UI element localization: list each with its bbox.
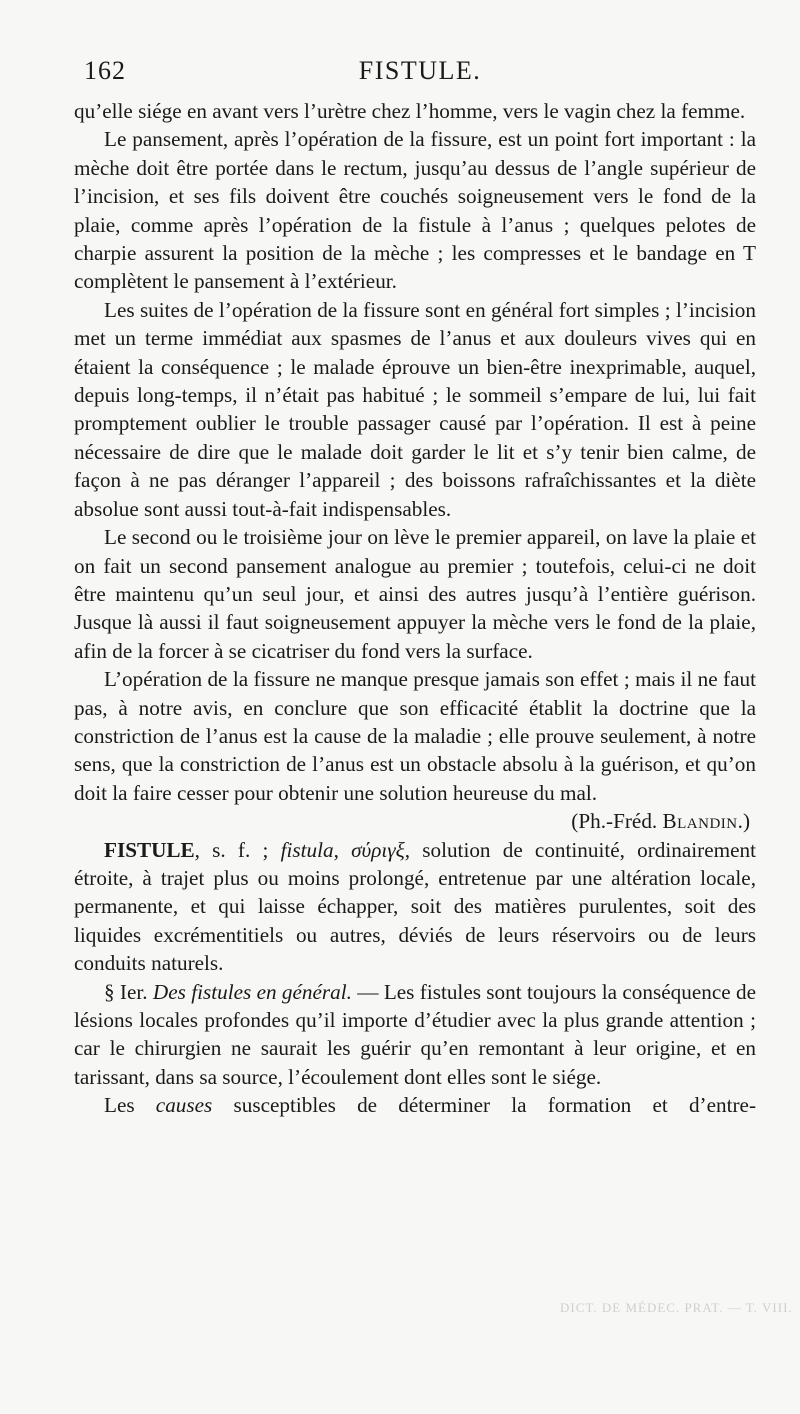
entry-grammar: , s. f. ; <box>194 837 281 862</box>
entry-greek: σύριγξ <box>351 837 405 862</box>
signature-name: Blandin <box>662 809 738 834</box>
section-title: Des fistules en général. <box>152 979 352 1004</box>
paragraph: Le pansement, après l’opération de la fissure, est un point fort important : la mèche doit être portée dans le rectum, jusqu’au dessus de l’angle supérieur de l’incision, et ses fils doivent être couchés soigneusement vers le fond de la plaie, comme après l’opération de la fistule à l’anus ; quelques pelotes de charpie assurent la position de la mèche ; les compresses et le bandage en T complètent le pansement à l’extérieur. <box>74 127 756 294</box>
section-paragraph <box>74 978 756 1092</box>
signature-open: (Ph.-Fréd. <box>571 809 663 834</box>
page-header <box>84 56 756 96</box>
bleed-through-footer: DICT. DE MÉDEC. PRAT. — T. VIII. <box>560 1300 793 1315</box>
paragraph: Les suites de l’opération de la fissure sont en général fort simples ; l’incision met un terme immédiat aux spasmes de l’anus et aux douleurs vives qui en étaient la conséquence ; le malade éprouve un bien-être inexprimable, auquel, depuis long-temps, il n’était pas habitué ; le sommeil s’empare de lui, lui fait promptement oublier le trouble passager causé par l’opération. Il est à peine nécessaire de dire que le malade doit garder le lit et s’y tenir bien calme, de façon à ne pas déranger l’appareil ; des boissons rafraîchissantes et la diète absolue sont aussi tout-à-fait indispensables. <box>74 297 756 521</box>
paragraph: qu’elle siége en avant vers l’urètre chez l’homme, vers le vagin chez la femme. <box>74 99 746 123</box>
running-head: FISTULE. <box>358 56 482 85</box>
causes-before: Les <box>104 1093 156 1118</box>
section-mark: § Ier. <box>104 979 153 1004</box>
paragraph: Le second ou le troisième jour on lève le premier appareil, on lave la plaie et on fait un second pansement analogue au premier ; toutefois, celui-ci ne doit être maintenu qu’un seul jour, et ainsi des autres jusqu’à l’entière guérison. Jusque là aussi il faut soigneusement appuyer la mèche vers le fond de la plaie, afin de la forcer à se cicatriser du fond vers la surface. <box>74 525 756 663</box>
entry-separator: , <box>333 837 352 862</box>
entry-headword: FISTULE <box>104 837 195 862</box>
author-signature <box>74 807 756 835</box>
page-number: 162 <box>84 56 126 85</box>
paragraph: L’opération de la fissure ne manque presque jamais son effet ; mais il ne faut pas, à notre avis, en conclure que son efficacité établit la doctrine que la constriction de l’anus est la cause de la maladie ; elle prouve seulement, à notre sens, que la constriction de l’anus est un obstacle absolu à la guérison, et qu’on doit la faire cesser pour obtenir une solution heureuse du mal. <box>74 667 756 805</box>
section-text: — Les fistules sont toujours la conséquence de lésions locales profondes qu’il importe d’étudier avec la plus grande attention ; car le chirurgien ne saurait les guérir qu’en remontant à leur origine, et en tarissant, dans sa source, l’écoulement dont elles sont le siége. <box>74 979 756 1089</box>
dictionary-entry <box>74 836 756 978</box>
body-text <box>74 97 756 1120</box>
entry-latin: fistula <box>280 837 334 862</box>
entry-definition: , solution de continuité, ordinairement étroite, à trajet plus ou moins prolongé, entretenue par une altération locale, permanente, et qui laisse échapper, soit des matières purulentes, soit des liquides excrémentitiels ou autres, déviés de leurs réservoirs ou de leurs conduits naturels. <box>74 837 756 976</box>
causes-after: susceptibles de déterminer la formation et d’entre- <box>212 1093 756 1118</box>
causes-italic: causes <box>155 1093 213 1118</box>
signature-close: .) <box>737 809 750 834</box>
causes-paragraph <box>74 1091 756 1119</box>
